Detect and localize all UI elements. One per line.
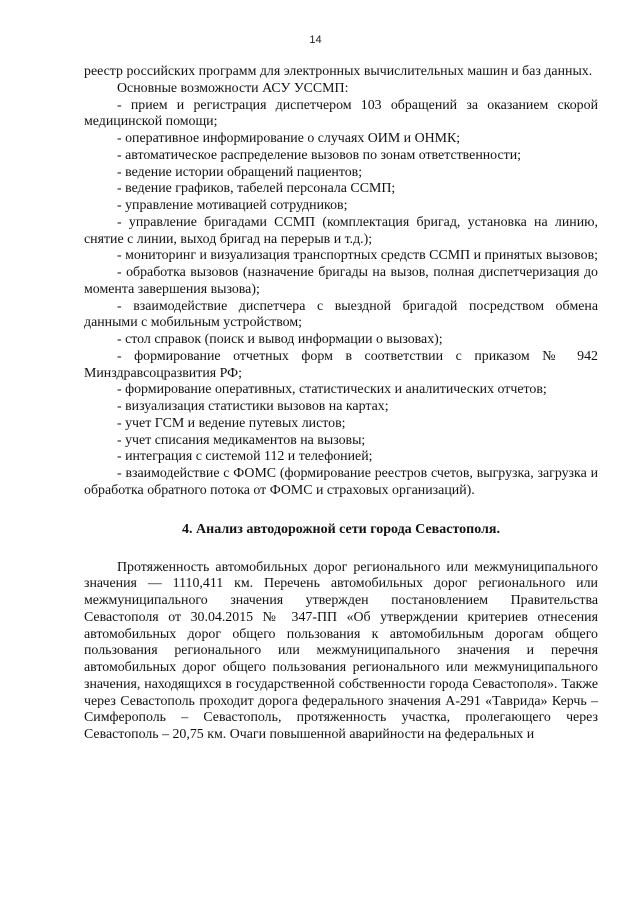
capability-item: - интеграция с системой 112 и телефонией;: [117, 449, 373, 465]
capability-item: - ведение истории обращений пациентов;: [117, 164, 363, 180]
capability-item: - управление мотивацией сотрудников;: [117, 198, 348, 213]
capability-item: - мониторинг и визуализация транспортных средств ССМП и принятых вызовов;: [117, 248, 598, 264]
capability-item: - взаимодействие с ФОМС (формирование реестров счетов, выгрузка, загрузка и обработка обратного потока от ФОМС и страховых организаций).: [84, 466, 598, 498]
capability-item: - управление бригадами ССМП (комплектация бригад, установка на линию, снятие с линии, выход бригад на перерыв и т.д.);: [84, 214, 598, 247]
capability-item: - формирование оперативных, статистических и аналитических отчетов;: [117, 382, 547, 398]
capability-item: - ведение графиков, табелей персонала ССМП;: [117, 181, 396, 197]
capability-item: - оперативное информирование о случаях ОИМ и ОНМК;: [117, 131, 461, 146]
capability-item: - визуализация статистики вызовов на картах;: [117, 399, 389, 414]
capability-item: - формирование отчетных форм в соответствии с приказом № 942 Минздравсоцразвития РФ;: [84, 348, 598, 381]
capability-item: - учет ГСМ и ведение путевых листов;: [117, 415, 346, 431]
capability-item: - прием и регистрация диспетчером 103 обращений за оказанием скорой медицинской помощи;: [84, 97, 598, 130]
spacer: [84, 500, 598, 521]
document-body: [84, 64, 598, 744]
capability-item: - взаимодействие диспетчера с выездной бригадой посредством обмена данными с мобильным устройством;: [84, 298, 598, 331]
capability-item: - стол справок (поиск и вывод информации о вызовах);: [117, 332, 443, 347]
page-number: 14: [309, 34, 322, 46]
capability-item: - учет списания медикаментов на вызовы;: [117, 432, 366, 448]
capability-item: - автоматическое распределение вызовов по зонам ответственности;: [117, 147, 522, 163]
intro-paragraph: реестр российских программ для электронных вычислительных машин и баз данных.: [84, 64, 593, 79]
capability-item: - обработка вызовов (назначение бригады на вызов, полная диспетчеризация до момента завершения вызова);: [84, 265, 598, 297]
section-heading: 4. Анализ автодорожной сети города Севастополя.: [182, 521, 500, 537]
capabilities-list: [84, 98, 598, 500]
section-paragraph: Протяженность автомобильных дорог регионального или межмуниципального значения — 1110,411 км. Перечень автомобильных дорог регионального или межмуниципального значения утвержден постановлением Правительства Севастополя от 30.04.2015 № 347-ПП «Об утверждении критериев отнесения автомобильных дорог общего пользования к автомобильным дорогам общего пользования регионального или межмуниципального значения и перечня автомобильных дорог общего пользования регионального или межмуниципального значения, находящихся в государственной собственности города Севастополя». Также через Севастополь проходит дорога федерального значения А-291 «Таврида» Керчь – Симферополь – Севастополь, протяженность участка, пролегающего через Севастополь – 20,75 км. Очаги повышенной аварийности на федеральных и: [84, 559, 598, 742]
capabilities-heading: Основные возможности АСУ УССМП:: [117, 80, 349, 96]
spacer: [84, 538, 598, 560]
